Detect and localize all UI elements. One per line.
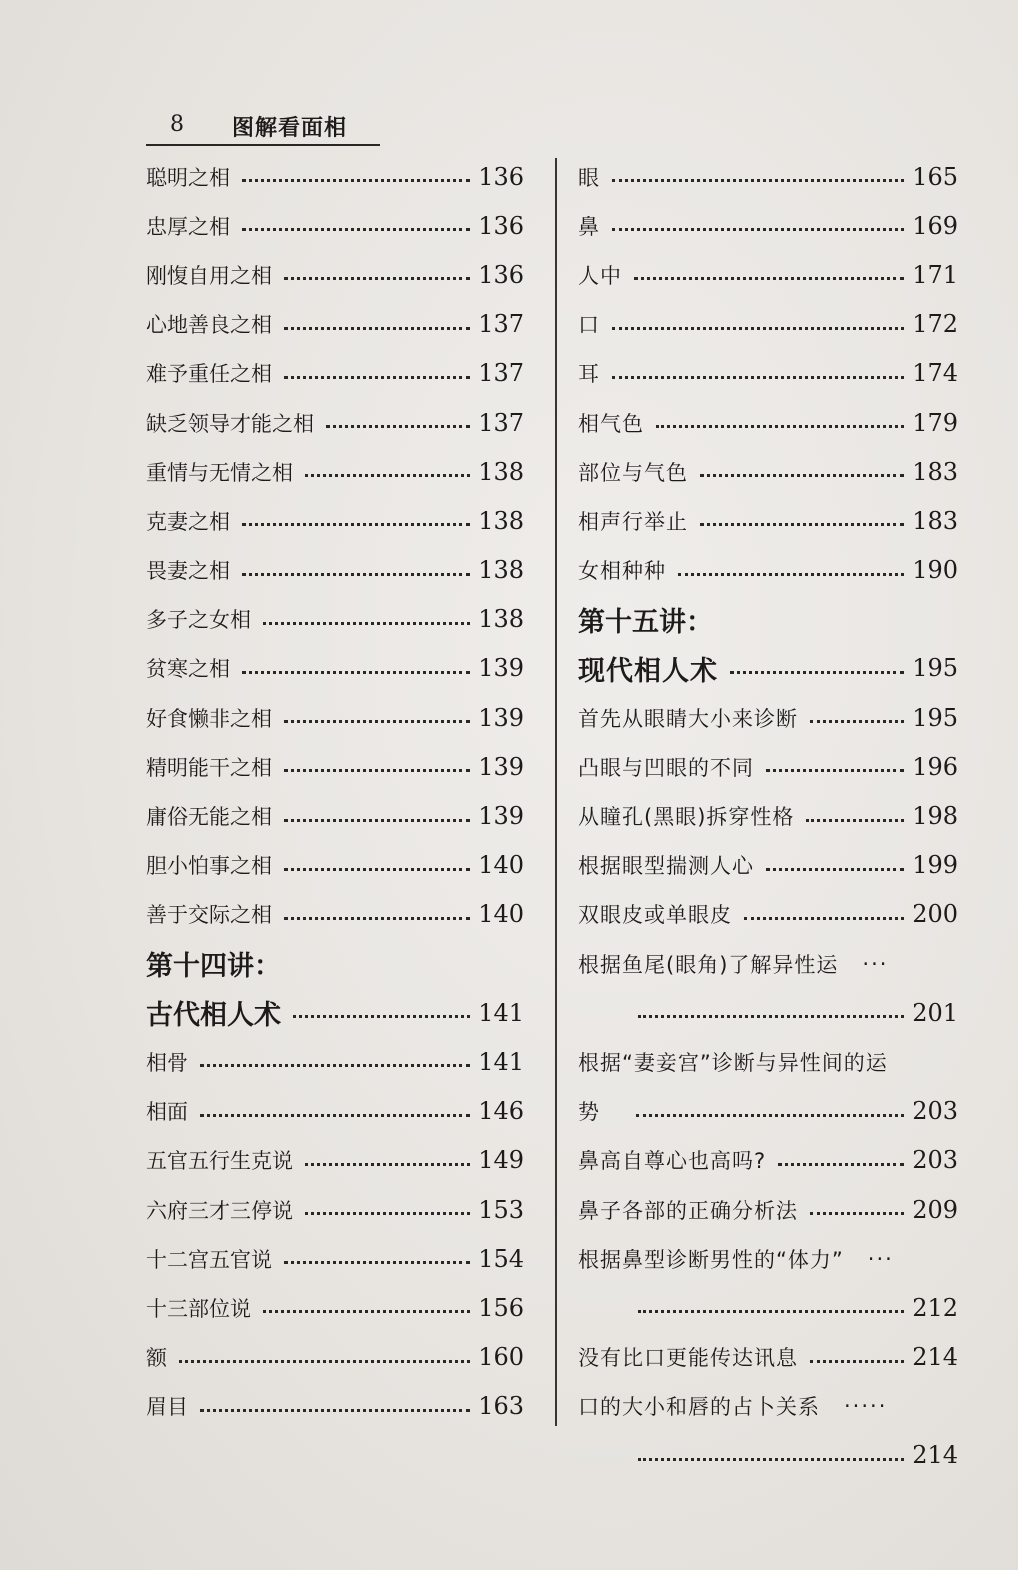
dot-leader (612, 228, 904, 231)
toc-entry[interactable]: 相声行举止 183 (578, 506, 958, 535)
toc-entry[interactable]: 相骨 141 (146, 1047, 524, 1076)
toc-entry[interactable]: 鼻 169 (578, 211, 958, 240)
dot-leader (612, 376, 904, 379)
dot-leader (778, 1163, 904, 1166)
toc-entry[interactable]: 五官五行生克说 149 (146, 1146, 524, 1175)
toc-entry[interactable]: 多子之女相 138 (146, 605, 524, 634)
toc-entry[interactable]: 难予重任之相 137 (146, 359, 524, 388)
dot-leader (700, 523, 904, 526)
toc-entry[interactable]: 眼 165 (578, 162, 958, 191)
toc-entry[interactable]: 人中 171 (578, 260, 958, 289)
dot-leader (305, 1163, 470, 1166)
toc-right-column (578, 152, 958, 1480)
toc-entry[interactable]: 缺乏领导才能之相 137 (146, 408, 524, 437)
dot-leader-trail: ····· (844, 1394, 888, 1419)
toc-entry[interactable]: 重情与无情之相 138 (146, 457, 524, 486)
toc-entry-continuation[interactable]: 势 203 (578, 1097, 958, 1126)
toc-entry[interactable]: 根据眼型揣测人心 199 (578, 851, 958, 880)
toc-entry[interactable]: 十三部位说 156 (146, 1293, 524, 1322)
dot-leader (766, 769, 904, 772)
dot-leader (810, 1360, 904, 1363)
lecture-14-heading: 第十四讲： (146, 951, 281, 983)
toc-entry-wrapped-line[interactable]: 根据“妻妾宫”诊断与异性间的运 (578, 1050, 888, 1075)
dot-leader (284, 819, 470, 822)
toc-entry[interactable]: 善于交际之相 140 (146, 900, 524, 929)
dot-leader (284, 769, 470, 772)
toc-entry-continuation[interactable]: 214 (578, 1431, 958, 1480)
book-title: 图解看面相 (232, 116, 348, 141)
toc-entry[interactable]: 耳 174 (578, 359, 958, 388)
toc-entry[interactable]: 十二宫五官说 154 (146, 1244, 524, 1273)
toc-entry[interactable]: 没有比口更能传达讯息 214 (578, 1343, 958, 1372)
running-header (146, 108, 380, 146)
dot-leader (638, 1310, 904, 1313)
toc-entry[interactable]: 六府三才三停说 153 (146, 1195, 524, 1224)
dot-leader-trail: ··· (862, 951, 889, 976)
toc-entry[interactable]: 眉目 163 (146, 1392, 524, 1421)
toc-entry[interactable]: 刚愎自用之相 136 (146, 260, 524, 289)
toc-entry[interactable]: 口 172 (578, 310, 958, 339)
dot-leader (766, 868, 904, 871)
toc-entry-continuation[interactable]: 212 (578, 1283, 958, 1332)
dot-leader (284, 868, 470, 871)
toc-entry[interactable]: 首先从眼睛大小来诊断 195 (578, 703, 958, 732)
dot-leader (242, 179, 470, 182)
toc-entry[interactable]: 双眼皮或单眼皮 200 (578, 900, 958, 929)
dot-leader (284, 917, 470, 920)
toc-entry[interactable]: 部位与气色 183 (578, 457, 958, 486)
dot-leader (744, 917, 904, 920)
dot-leader (305, 474, 470, 477)
dot-leader (284, 327, 470, 330)
dot-leader (636, 1114, 904, 1117)
lecture-14-title-entry[interactable]: 古代相人术 141 (146, 998, 524, 1032)
toc-entry[interactable]: 凸眼与凹眼的不同 196 (578, 752, 958, 781)
toc-entry[interactable]: 相气色 179 (578, 408, 958, 437)
dot-leader (284, 720, 470, 723)
dot-leader (700, 474, 904, 477)
dot-leader (806, 819, 904, 822)
dot-leader (200, 1114, 470, 1117)
toc-entry[interactable]: 庸俗无能之相 139 (146, 802, 524, 831)
toc-entry[interactable]: 克妻之相 138 (146, 506, 524, 535)
dot-leader (612, 327, 904, 330)
dot-leader (678, 573, 904, 576)
toc-entry-wrapped-line[interactable]: 根据鱼尾(眼角)了解异性运 ··· (578, 951, 889, 977)
toc-entry[interactable]: 好食懒非之相 139 (146, 703, 524, 732)
toc-entry-continuation[interactable]: 201 (578, 988, 958, 1037)
lecture-15-title-entry[interactable]: 现代相人术 195 (578, 654, 958, 687)
dot-leader (179, 1360, 470, 1363)
toc-entry-wrapped-line[interactable]: 根据鼻型诊断男性的“体力” ··· (578, 1246, 894, 1272)
dot-leader (326, 425, 470, 428)
toc-entry[interactable]: 忠厚之相 136 (146, 211, 524, 240)
dot-leader (242, 671, 470, 674)
page-number: 8 (170, 112, 184, 137)
dot-leader-trail: ··· (867, 1246, 894, 1271)
dot-leader (638, 1015, 904, 1018)
dot-leader (200, 1064, 470, 1067)
lecture-15-heading: 第十五讲： (578, 606, 713, 638)
toc-entry[interactable]: 相面 146 (146, 1097, 524, 1126)
toc-entry[interactable]: 胆小怕事之相 140 (146, 851, 524, 880)
dot-leader (242, 523, 470, 526)
toc-entry[interactable]: 心地善良之相 137 (146, 310, 524, 339)
column-divider (555, 158, 557, 1426)
dot-leader (810, 720, 904, 723)
dot-leader (263, 1310, 470, 1313)
dot-leader (638, 1458, 904, 1461)
dot-leader (810, 1212, 904, 1215)
toc-entry[interactable]: 精明能干之相 139 (146, 752, 524, 781)
dot-leader (242, 228, 470, 231)
toc-entry[interactable]: 女相种种 190 (578, 556, 958, 585)
dot-leader (634, 277, 904, 280)
toc-left-column (146, 152, 524, 1431)
dot-leader (305, 1212, 470, 1215)
toc-entry[interactable]: 额 160 (146, 1343, 524, 1372)
dot-leader (293, 1015, 470, 1018)
dot-leader (284, 376, 470, 379)
dot-leader (612, 179, 904, 182)
dot-leader (284, 1261, 470, 1264)
toc-entry[interactable]: 从瞳孔(黑眼)拆穿性格 198 (578, 802, 958, 831)
toc-entry[interactable]: 贫寒之相 139 (146, 654, 524, 683)
toc-entry-wrapped-line[interactable]: 口的大小和唇的占卜关系 ····· (578, 1394, 888, 1420)
dot-leader (656, 425, 904, 428)
dot-leader (200, 1409, 470, 1412)
toc-entry[interactable]: 鼻子各部的正确分析法 209 (578, 1195, 958, 1224)
dot-leader (263, 622, 470, 625)
dot-leader (730, 671, 904, 674)
toc-entry[interactable]: 鼻高自尊心也高吗? 203 (578, 1146, 958, 1175)
dot-leader (284, 277, 470, 280)
dot-leader (242, 573, 470, 576)
toc-entry[interactable]: 畏妻之相 138 (146, 556, 524, 585)
toc-entry[interactable]: 聪明之相 136 (146, 162, 524, 191)
